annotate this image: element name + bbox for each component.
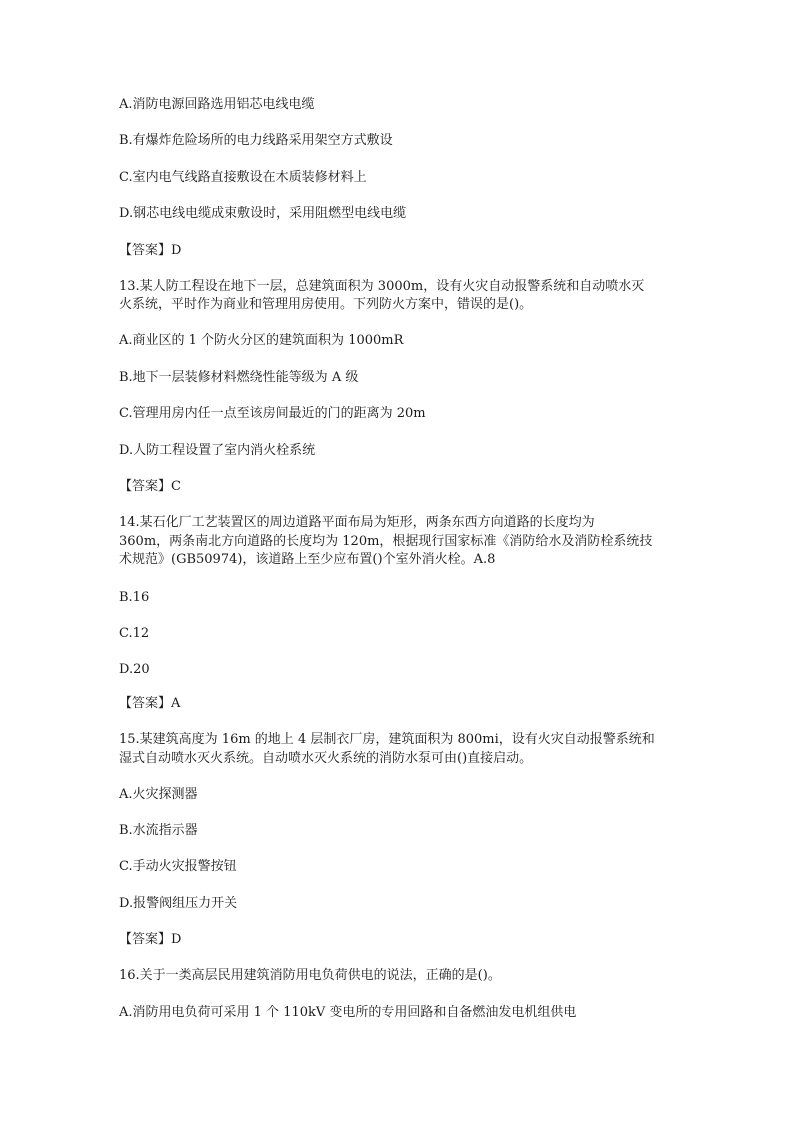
- answer-line: 【答案】A: [119, 696, 181, 711]
- answer-line: 【答案】D: [119, 932, 182, 947]
- option-line: D.人防工程设置了室内消火栓系统: [119, 443, 316, 458]
- option-line: D.20: [119, 662, 150, 677]
- option-line: B.地下一层装修材料燃绕性能等级为 A 级: [119, 370, 359, 385]
- option-line: D.报警阀组压力开关: [119, 896, 238, 911]
- option-line: C.室内电气线路直接敷设在木质装修材料上: [119, 170, 367, 185]
- question-text: 16.关于一类高层民用建筑消防用电负荷供电的说法，正确的是()。: [119, 968, 501, 983]
- option-line: A.消防电源回路选用铝芯电线电缆: [119, 97, 315, 112]
- question-text: 13.某人防工程设在地下一层，总建筑面积为 3000m，设有火灾自动报警系统和自动喷水灭: [119, 279, 645, 294]
- option-line: A.商业区的 1 个防火分区的建筑面积为 1000mR: [119, 333, 404, 348]
- question-text: 火系统，平时作为商业和管理用房使用。下列防火方案中，错误的是()。: [119, 297, 533, 312]
- option-line: C.12: [119, 626, 150, 641]
- option-line: B.有爆炸危险场所的电力线路采用架空方式敷设: [119, 133, 393, 148]
- answer-line: 【答案】D: [119, 243, 182, 258]
- question-text: 术规范》(GB50974)，该道路上至少应布置()个室外消火栓。A.8: [119, 552, 496, 567]
- option-line: C.管理用房内任一点至该房间最近的门的距离为 20m: [119, 406, 426, 421]
- question-text: 14.某石化厂工艺装置区的周边道路平面布局为矩形，两条东西方向道路的长度均为: [119, 515, 595, 530]
- question-text: 360m，两条南北方向道路的长度均为 120m，根据现行国家标准《消防给水及消防栓系统技: [119, 534, 653, 549]
- option-line: A.消防用电负荷可采用 1 个 110kV 变电所的专用回路和自备燃油发电机组供电: [119, 1005, 577, 1020]
- answer-line: 【答案】C: [119, 479, 181, 494]
- question-text: 15.某建筑高度为 16m 的地上 4 层制衣厂房，建筑面积为 800mi，设有火灾自动报警系统和: [119, 732, 655, 747]
- option-line: D.钢芯电线电缆成束敷设时，采用阻燃型电线电缆: [119, 206, 407, 221]
- option-line: B.16: [119, 590, 150, 605]
- option-line: A.火灾探测器: [119, 787, 198, 802]
- option-line: B.水流指示器: [119, 823, 198, 838]
- option-line: C.手动火灾报警按钮: [119, 859, 237, 874]
- question-text: 湿式自动喷水灭火系统。自动喷水灭火系统的消防水泵可由()直接启动。: [119, 751, 533, 766]
